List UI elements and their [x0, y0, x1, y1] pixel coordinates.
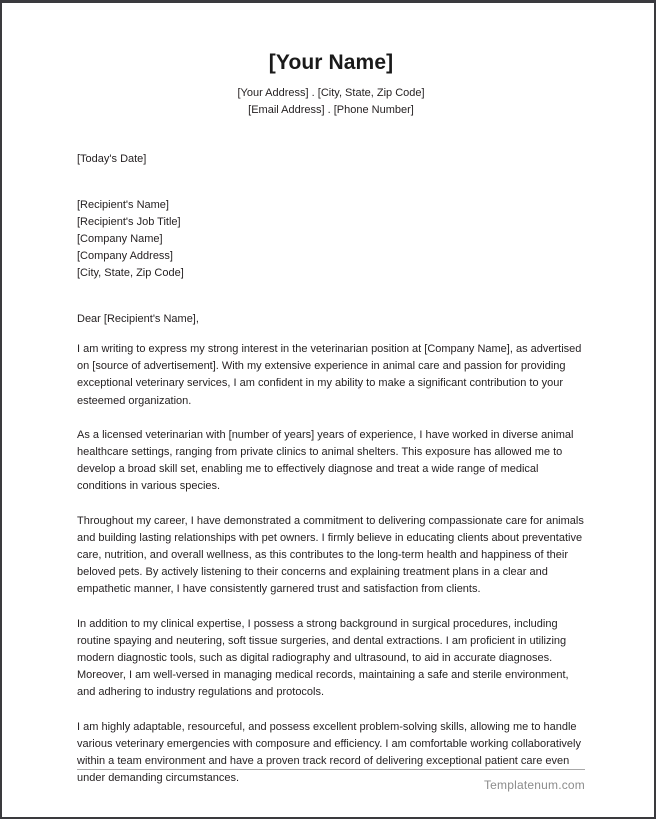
- recipient-job-title: [Recipient's Job Title]: [77, 216, 181, 228]
- applicant-email-phone-line: [Email Address] . [Phone Number]: [248, 104, 414, 116]
- recipient-company-address: [Company Address]: [77, 250, 173, 262]
- recipient-city-state-zip: [City, State, Zip Code]: [77, 267, 184, 279]
- recipient-company-name: [Company Name]: [77, 233, 163, 245]
- letterhead: [77, 3, 585, 119]
- body-paragraph: Throughout my career, I have demonstrated a commitment to delivering compassionate care for animals and building lasting relationships with pet owners. I firmly believe in educating clients about preventative care, nutrition, and overall wellness, as this contributes to the long-term health and happiness of their beloved pets. By actively listening to their concerns and explaining treatment plans in a clear and empathetic manner, I have consistently garnered trust and satisfaction from clients.: [77, 514, 584, 596]
- letter-content: [77, 3, 585, 817]
- body-paragraph: I am highly adaptable, resourceful, and possess excellent problem-solving skills, allowing me to handle various veterinary emergencies with composure and efficiency. I am comfortable working collaboratively within a team environment and have a proven track record of delivering exceptional patient care even under demanding circumstances.: [77, 720, 581, 785]
- salutation: Dear [Recipient's Name],: [77, 313, 199, 325]
- applicant-address-line: [Your Address] . [City, State, Zip Code]: [237, 87, 425, 99]
- recipient-address-block: [77, 197, 585, 282]
- footer-divider: [77, 769, 585, 770]
- page-footer: [77, 769, 585, 792]
- body-paragraph: I am writing to express my strong interest in the veterinarian position at [Company Name], as advertised on [source of advertisement]. With my extensive experience in animal care and passion for providing exceptional veterinary services, I am confident in my ability to make a significant contribution to your esteemed organization.: [77, 343, 582, 407]
- body-paragraph: As a licensed veterinarian with [number of years] years of experience, I have worked in diverse animal healthcare settings, ranging from private clinics to animal shelters. This exposure has allowed me to develop a broad skill set, enabling me to effectively diagnose and treat a wide range of medical conditions in various species.: [77, 428, 574, 493]
- applicant-name: [Your Name]: [268, 51, 394, 74]
- letter-body: [77, 341, 585, 787]
- letter-date: [Today's Date]: [77, 153, 147, 165]
- recipient-name: [Recipient's Name]: [77, 199, 169, 211]
- footer-brand-watermark: Templatenum.com: [483, 778, 585, 792]
- body-paragraph: In addition to my clinical expertise, I possess a strong background in surgical procedures, including routine spaying and neutering, soft tissue surgeries, and dental extractions. I am proficient in utilizing modern diagnostic tools, such as digital radiography and ultrasound, to aid in accurate diagnoses. Moreover, I am well-versed in managing medical records, maintaining a safe and sterile environment, and adhering to industry regulations and protocols.: [77, 617, 569, 699]
